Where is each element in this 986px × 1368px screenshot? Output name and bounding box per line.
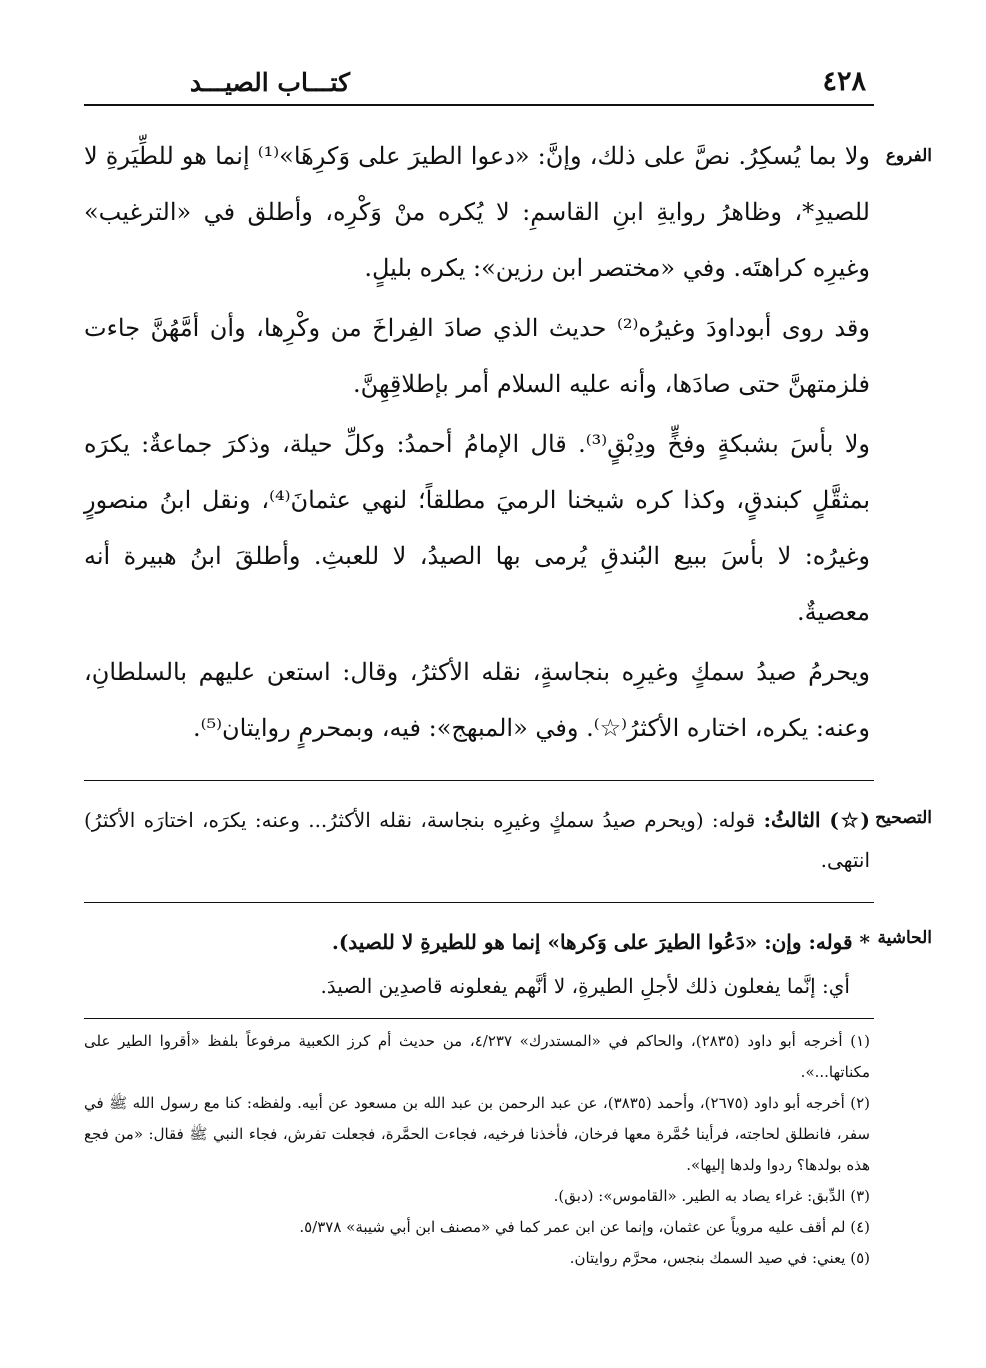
page-number: ٤٢٨ (822, 66, 866, 97)
hashiya-heading: * قوله: وإن: «دَعُوا الطيرَ على وَكرها» إنما هو للطيرةِ لا للصيد). (331, 930, 870, 954)
footnote-item: (٥) يعني: في صيد السمك بنجس، محرَّم روايتان. (569, 1249, 870, 1267)
hashiya-section (84, 920, 870, 1008)
main-paragraph: ويحرمُ صيدُ سمكٍ وغيرِه بنجاسةٍ، نقله الأكثرُ، وقال: استعن عليهم بالسلطانِ، وعنه: يكره، اختاره الأكثرُ⁽☆⁾. وفي «المبهج»: فيه، وبمحرمٍ روايتان⁽⁵⁾. (84, 658, 870, 742)
correction-section (84, 800, 870, 880)
footnote-item: (٤) لم أقف عليه مروياً عن عثمان، وإنما عن ابن عمر كما في «مصنف ابن أبي شيبة» ٥/٣٧٨. (299, 1218, 870, 1236)
main-text (84, 128, 870, 756)
hashiya-body: أي: إنَّما يفعلون ذلك لأجلِ الطيرةِ، لا أنَّهم يفعلونه قاصدِين الصيدَ. (320, 974, 850, 998)
footnote-item: (٣) الدِّبق: غراء يصاد به الطير. «القاموس»: (دبق). (553, 1187, 870, 1205)
footnote-item: (١) أخرجه أبو داود (٢٨٣٥)، والحاكم في «المستدرك» ٤/٢٣٧، من حديث أم كرز الكعبية مرفوعاً بلفظ «أقروا الطير على مكناتها...». (84, 1032, 870, 1081)
main-paragraph: وقد روى أبوداودَ وغيرُه⁽²⁾ حديث الذي صادَ الفِراخَ من وكْرِها، وأن أمَّهُنَّ جاءت فلزمتهنَّ حتى صادَها، وأنه عليه السلام أمر بإطلاقِهِنَّ. (84, 314, 870, 398)
main-paragraph: ولا بما يُسكِرُ. نصَّ على ذلك، وإنَّ: «دعوا الطيرَ على وَكرِهَا»⁽¹⁾ إنما هو للطِّيَرةِ لا للصيدِ*، وظاهرُ روايةِ ابنِ القاسمِ: لا يُكره منْ وَكْرِه، وأطلق في «الترغيب» وغيرِه كراهتَه. وفي «مختصر ابن رزين»: يكره بليلٍ. (84, 142, 870, 282)
correction-lead: (☆) الثالثُ: (763, 808, 871, 832)
side-label-hashiya: الحاشية (877, 928, 932, 948)
side-label-tashih: التصحيح (875, 808, 932, 828)
section-divider (84, 780, 874, 781)
footnotes (84, 1026, 870, 1274)
main-paragraph: ولا بأسَ بشبكةٍ وفخٍّ ودِبْقٍ⁽³⁾. قال الإمامُ أحمدُ: وكلِّ حيلة، وذكرَ جماعةٌ: يكرَه بمثقَّلٍ كبندقٍ، وكذا كره شيخنا الرميَ مطلقاً؛ لنهي عثمانَ⁽⁴⁾، ونقل ابنُ منصورٍ وغيرُه: لا بأسَ ببيع البُندقِ يُرمى بها الصيدُ، لا للعبثِ. وأطلقَ ابنُ هبيرة أنه معصيةٌ. (84, 430, 871, 626)
running-title: كتـــاب الصيـــد (189, 68, 350, 97)
page-header (84, 66, 870, 106)
section-divider (84, 902, 874, 903)
footnote-divider (84, 1018, 874, 1019)
correction-text: قوله: (ويحرم صيدُ سمكٍ وغيرِه بنجاسة، نقله الأكثرُ... وعنه: يكرَه، اختارَه الأكثرُ) انتهى. (84, 808, 870, 872)
header-rule (84, 104, 874, 106)
footnote-item: (٢) أخرجه أبو داود (٢٦٧٥)، وأحمد (٣٨٣٥)، عن عبد الرحمن بن عبد الله بن مسعود عن أبيه. ولفظه: كنا مع رسول الله ﷺ في سفر، فانطلق لحاجته، فرأينا حُمَّرة معها فرخان، فأخذنا فرخيه، فجاءت الحمَّرة، فجعلت تفرش، فجاء النبي ﷺ فقال: «من فجع هذه بولدها؟ ردوا ولدها إليها». (84, 1094, 871, 1174)
side-label-furu: الفروع (885, 146, 932, 166)
